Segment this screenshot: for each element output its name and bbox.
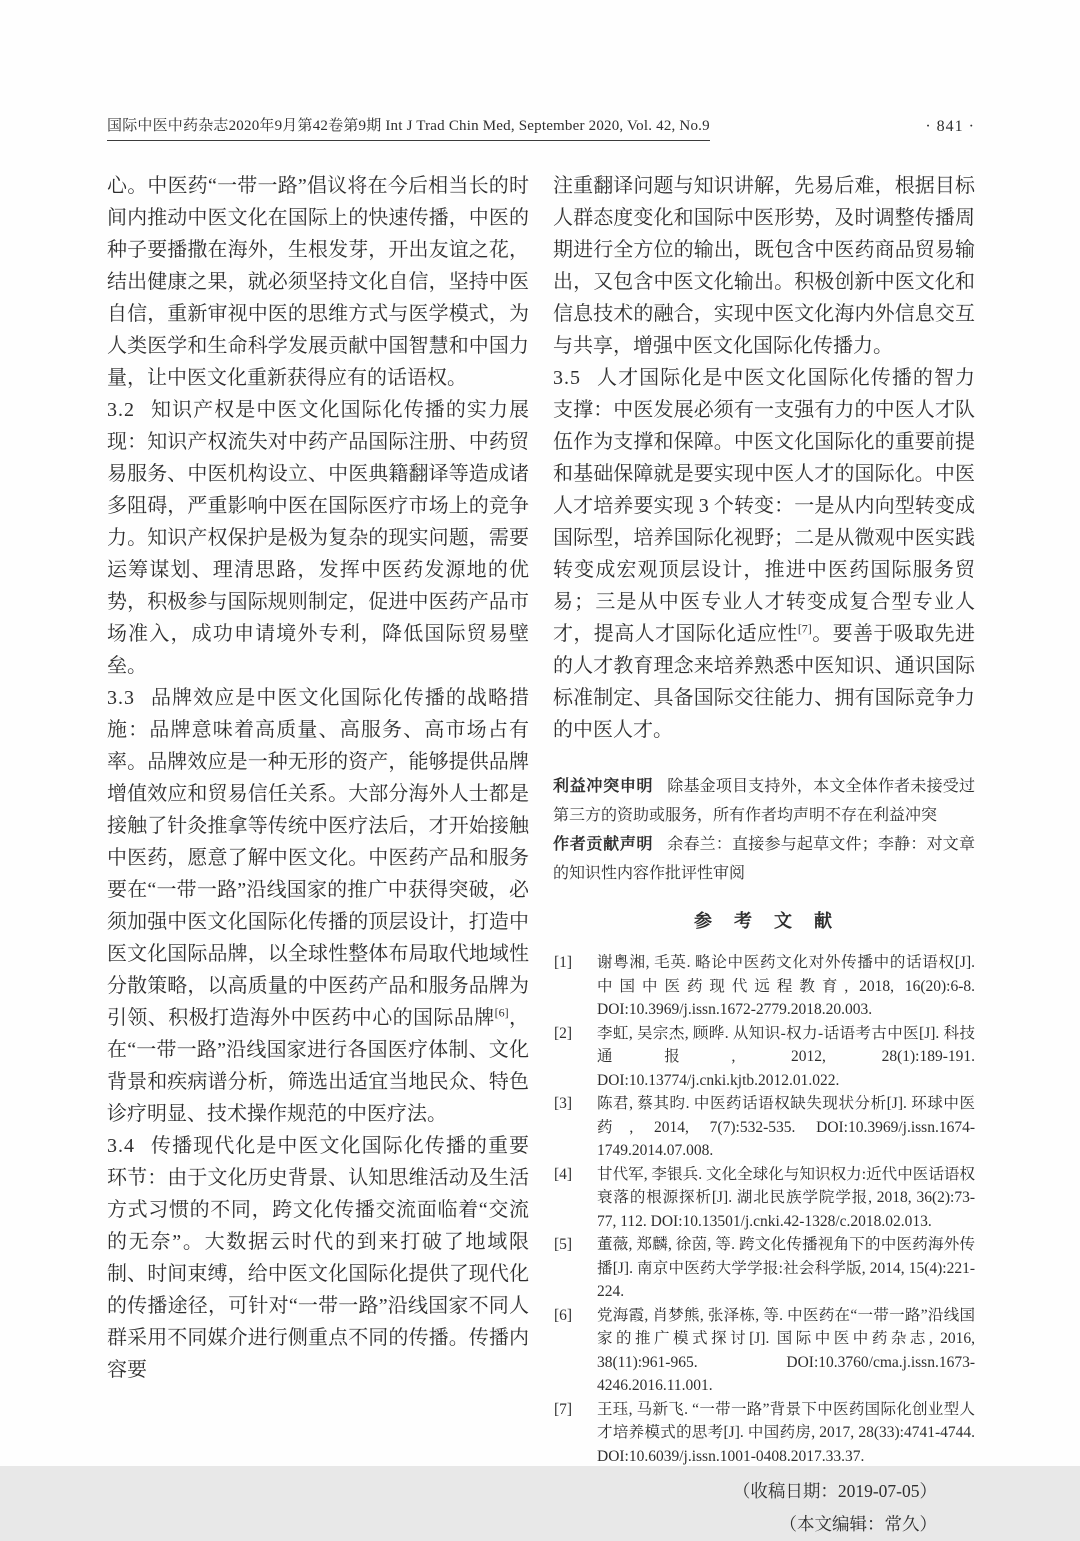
reference-text: 李虹, 吴宗杰, 顾晔. 从知识-权力-话语考古中医[J]. 科技通报, 2012, 28(1):189-191. DOI:10.13774/j.cnki.kjtb.2012.01.022. [597,1024,975,1089]
received-date: （收稿日期：2019-07-05） [732,1481,937,1501]
reference-number: [4] [554,1165,573,1183]
left-column [107,170,529,1541]
statement-label: 作者贡献声明 [553,836,654,853]
reference-number: [2] [554,1024,573,1042]
reference-item [553,1092,975,1163]
paragraph-text: 心。中医药“一带一路”倡议将在今后相当长的时间内推动中医文化在国际上的快速传播，中医的种子要播撒在海外，生根发芽，开出友谊之花，结出健康之果，就必须坚持文化自信，坚持中医自信，重新审视中医的思维方式与医学模式，为人类医学和生命科学发展贡献中国智慧和中国力量，让中医文化重新获得应有的话语权。 [107,175,529,389]
reference-text: 董薇, 郑麟, 徐茵, 等. 跨文化传播视角下的中医药海外传播[J]. 南京中医药大学学报:社会科学版, 2014, 15(4):221-224. [597,1236,975,1300]
section-number: 3.3 [107,687,135,709]
citation-superscript-7: [7] [797,621,812,636]
section-paragraph-3-4 [107,1130,529,1386]
page-header [107,114,975,141]
reference-item [553,1233,975,1304]
reference-item [553,951,975,1022]
reference-text: 陈君, 蔡其昀. 中医药话语权缺失现状分析[J]. 环球中医药, 2014, 7(7):532-535. DOI:10.3969/j.issn.1674-1749.2014.07.008. [597,1095,975,1159]
paragraph-text: 人才国际化是中医文化国际化传播的智力支撑：中医发展必须有一支强有力的中医人才队伍作为支撑和保障。中医文化国际化的重要前提和基础保障就是要实现中医人才的国际化。中医人才培养要实现 3 个转变：一是从内向型转变成国际型，培养国际化视野；二是从微观中医实践转变成宏观顶层设计，推进中医药国际服务贸易；三是从中医专业人才转变成复合型专业人才，提高人才国际化适应性 [553,367,975,645]
citation-superscript-6: [6] [494,1005,509,1020]
statement-label: 利益冲突申明 [553,778,654,795]
section-paragraph-3-2 [107,394,529,682]
section-number: 3.2 [107,399,135,421]
reference-item [553,1398,975,1469]
references-heading: 参 考 文 献 [694,911,834,931]
section-number: 3.4 [107,1135,135,1157]
closing-block [553,1475,975,1541]
content-columns [107,170,975,1541]
author-contribution-statement [553,830,975,888]
body-paragraph-continued [553,170,975,362]
paragraph-text: ，在“一带一路”沿线国家进行各国医疗体制、文化背景和疾病谱分析，筛选出适宜当地民众、特色诊疗明显、技术操作规范的中医疗法。 [107,1007,530,1125]
statement-text: 余春兰：直接参与起草文件；李静：对文章的知识性内容作批评性审阅 [553,836,975,882]
references-list [553,951,975,1468]
reference-item [553,1022,975,1093]
reference-item [553,1163,975,1234]
section-paragraph-3-5 [553,362,975,746]
paragraph-text: 。要善于吸取先进的人才教育理念来培养熟悉中医知识、通识国际标准制定、具备国际交往能力、拥有国际竞争力的中医人才。 [553,623,976,741]
section-number: 3.5 [553,367,581,389]
reference-text: 党海霞, 肖梦熊, 张泽栋, 等. 中医药在“一带一路”沿线国家的推广模式探讨[J]. 国际中医中药杂志, 2016, 38(11):961-965. DOI:10.3760/cma.j.issn.1673-4246.2016.11.001. [597,1306,975,1394]
section-paragraph-3-3 [107,682,529,1130]
paragraph-text: 品牌效应是中医文化国际化传播的战略措施：品牌意味着高质量、高服务、高市场占有率。品牌效应是一种无形的资产，能够提供品牌增值效应和贸易信任关系。大部分海外人士都是接触了针灸推拿等传统中医疗法后，才开始接触中医药，愿意了解中医文化。中医药产品和服务要在“一带一路”沿线国家的推广中获得突破，必须加强中医文化国际化传播的顶层设计，打造中医文化国际品牌，以全球性整体布局取代地域性分散策略，以高质量的中医药产品和服务品牌为引领、积极打造海外中医药中心的国际品牌 [107,687,529,1029]
paragraph-text: 注重翻译问题与知识讲解，先易后难，根据目标人群态度变化和国际中医形势，及时调整传播周期进行全方位的输出，既包含中医药商品贸易输出，又包含中医文化输出。积极创新中医文化和信息技术的融合，实现中医文化海内外信息交互与共享，增强中医文化国际化传播力。 [553,175,975,357]
paragraph-text: 传播现代化是中医文化国际化传播的重要环节：由于文化历史背景、认知思维活动及生活方式习惯的不同，跨文化传播交流面临着“交流的无奈”。大数据云时代的到来打破了地域限制、时间束缚，给中医文化国际化提供了现代化的传播途径，可针对“一带一路”沿线国家不同人群采用不同媒介进行侧重点不同的传播。传播内容要 [107,1135,529,1381]
journal-header-text: 国际中医中药杂志2020年9月第42卷第9期 Int J Trad Chin Med, September 2020, Vol. 42, No.9 [107,114,710,141]
page-number: · 841 · [925,118,975,135]
reference-number: [3] [554,1095,573,1112]
reference-number: [6] [554,1306,573,1324]
right-column [553,170,975,1541]
reference-number: [7] [554,1400,573,1418]
paragraph-text: 知识产权是中医文化国际化传播的实力展现：知识产权流失对中药产品国际注册、中药贸易服务、中医机构设立、中医典籍翻译等造成诸多阻碍，严重影响中医在国际医疗市场上的竞争力。知识产权保护是极为复杂的现实问题，需要运筹谋划、理清思路，发挥中医药发源地的优势，积极参与国际规则制定，促进中医药产品市场准入，成功申请境外专利，降低国际贸易壁垒。 [107,399,529,677]
reference-number: [1] [554,954,573,971]
editor-note: （本文编辑：常久） [779,1514,937,1534]
reference-item [553,1304,975,1398]
reference-text: 王珏, 马新飞. “一带一路”背景下中医药国际化创业型人才培养模式的思考[J]. 中国药房, 2017, 28(33):4741-4744. DOI:10.6039/j.issn.1001-0408.2017.33.37. [597,1400,975,1465]
reference-text: 谢粤湘, 毛英. 略论中医药文化对外传播中的话语权[J]. 中国中医药现代远程教育, 2018, 16(20):6-8. DOI:10.3969/j.issn.1672-2779.2018.20.003. [597,954,975,1018]
body-paragraph-continued [107,170,529,394]
declaration-block [553,772,975,888]
reference-text: 甘代军, 李银兵. 文化全球化与知识权力:近代中医话语权衰落的根源探析[J]. 湖北民族学院学报, 2018, 36(2):73-77, 112. DOI:10.13501/j.cnki.42-1328/c.2018.02.013. [597,1165,975,1230]
statement-text: 除基金项目支持外，本文全体作者未接受过第三方的资助或服务，所有作者均声明不存在利益冲突 [553,778,975,824]
reference-number: [5] [554,1236,573,1253]
conflict-of-interest-statement [553,772,975,830]
